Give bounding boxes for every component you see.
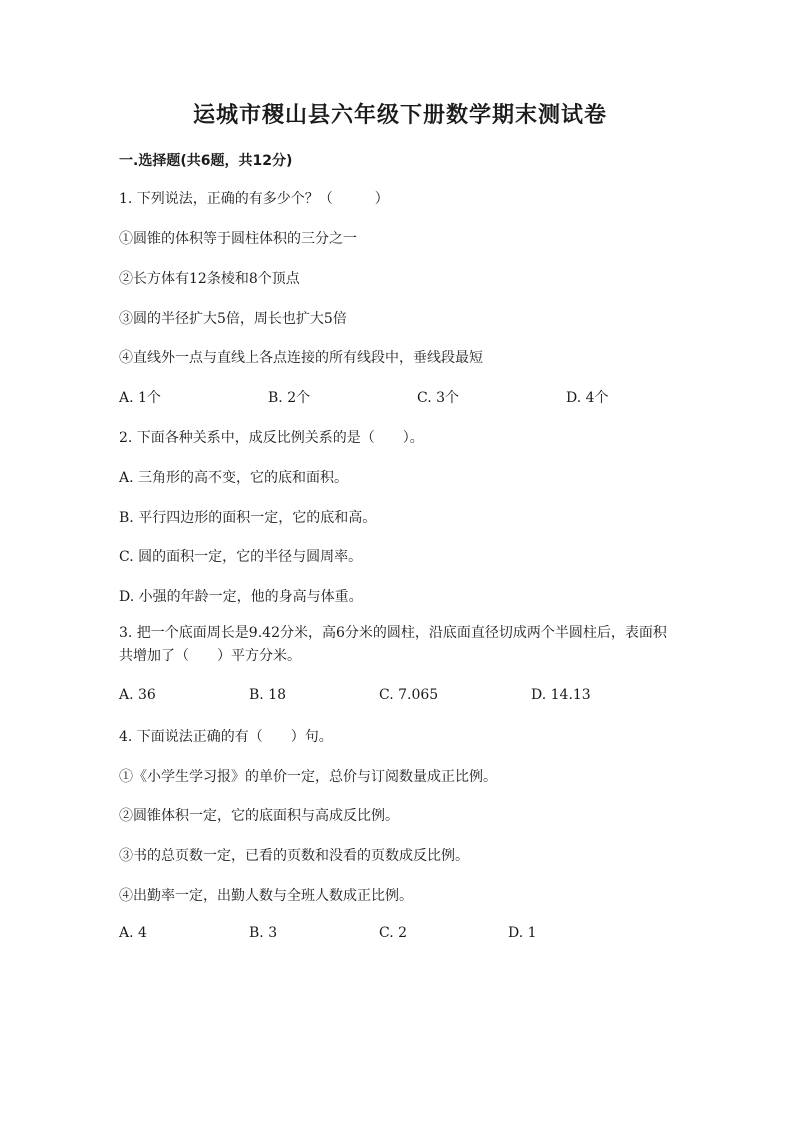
question-4-statement-1: ①《小学生学习报》的单价一定，总价与订阅数量成正比例。 bbox=[119, 769, 497, 785]
question-1-option-c[interactable]: C. 3个 bbox=[417, 390, 460, 406]
page-title: 运城市稷山县六年级下册数学期末测试卷 bbox=[192, 103, 607, 128]
question-2-stem: 2. 下面各种关系中，成反比例关系的是（ ）。 bbox=[119, 430, 424, 446]
question-3-option-d[interactable]: D. 14.13 bbox=[531, 687, 591, 703]
question-3-option-b[interactable]: B. 18 bbox=[249, 687, 287, 703]
question-4-statement-3: ③书的总页数一定，已看的页数和没看的页数成反比例。 bbox=[119, 848, 469, 864]
question-4-statement-4: ④出勤率一定，出勤人数与全班人数成正比例。 bbox=[119, 888, 413, 904]
question-1-option-a[interactable]: A. 1个 bbox=[119, 390, 161, 406]
question-1-stem: 1. 下列说法，正确的有多少个？（ ） bbox=[119, 191, 389, 207]
question-4-option-c[interactable]: C. 2 bbox=[379, 925, 408, 941]
question-4-stem: 4. 下面说法正确的有（ ）句。 bbox=[119, 729, 333, 745]
question-3-option-c[interactable]: C. 7.065 bbox=[379, 687, 439, 703]
section-heading: 一.选择题(共6题，共12分) bbox=[119, 153, 293, 169]
question-1-statement-2: ②长方体有12条棱和8个顶点 bbox=[119, 271, 300, 287]
question-1-option-d[interactable]: D. 4个 bbox=[566, 390, 609, 406]
question-1-statement-4: ④直线外一点与直线上各点连接的所有线段中，垂线段最短 bbox=[119, 350, 483, 366]
question-3-option-a[interactable]: A. 36 bbox=[119, 687, 156, 703]
question-2-option-a[interactable]: A. 三角形的高不变，它的底和面积。 bbox=[119, 470, 349, 486]
question-3-stem: 3. 把一个底面周长是9.42分米，高6分米的圆柱，沿底面直径切成两个半圆柱后，表面积共增加了（ ）平方分米。 bbox=[119, 625, 667, 664]
question-1-statement-1: ①圆锥的体积等于圆柱体积的三分之一 bbox=[119, 231, 357, 247]
question-1-option-b[interactable]: B. 2个 bbox=[268, 390, 311, 406]
question-4-option-a[interactable]: A. 4 bbox=[119, 925, 147, 941]
question-4-statement-2: ②圆锥体积一定，它的底面积与高成反比例。 bbox=[119, 808, 399, 824]
question-1-statement-3: ③圆的半径扩大5倍，周长也扩大5倍 bbox=[119, 311, 347, 327]
question-4-option-b[interactable]: B. 3 bbox=[249, 925, 278, 941]
question-2-option-b[interactable]: B. 平行四边形的面积一定，它的底和高。 bbox=[119, 510, 377, 526]
question-2-option-d[interactable]: D. 小强的年龄一定，他的身高与体重。 bbox=[119, 589, 363, 605]
question-2-option-c[interactable]: C. 圆的面积一定，它的半径与圆周率。 bbox=[119, 549, 363, 565]
question-4-option-d[interactable]: D. 1 bbox=[508, 925, 537, 941]
